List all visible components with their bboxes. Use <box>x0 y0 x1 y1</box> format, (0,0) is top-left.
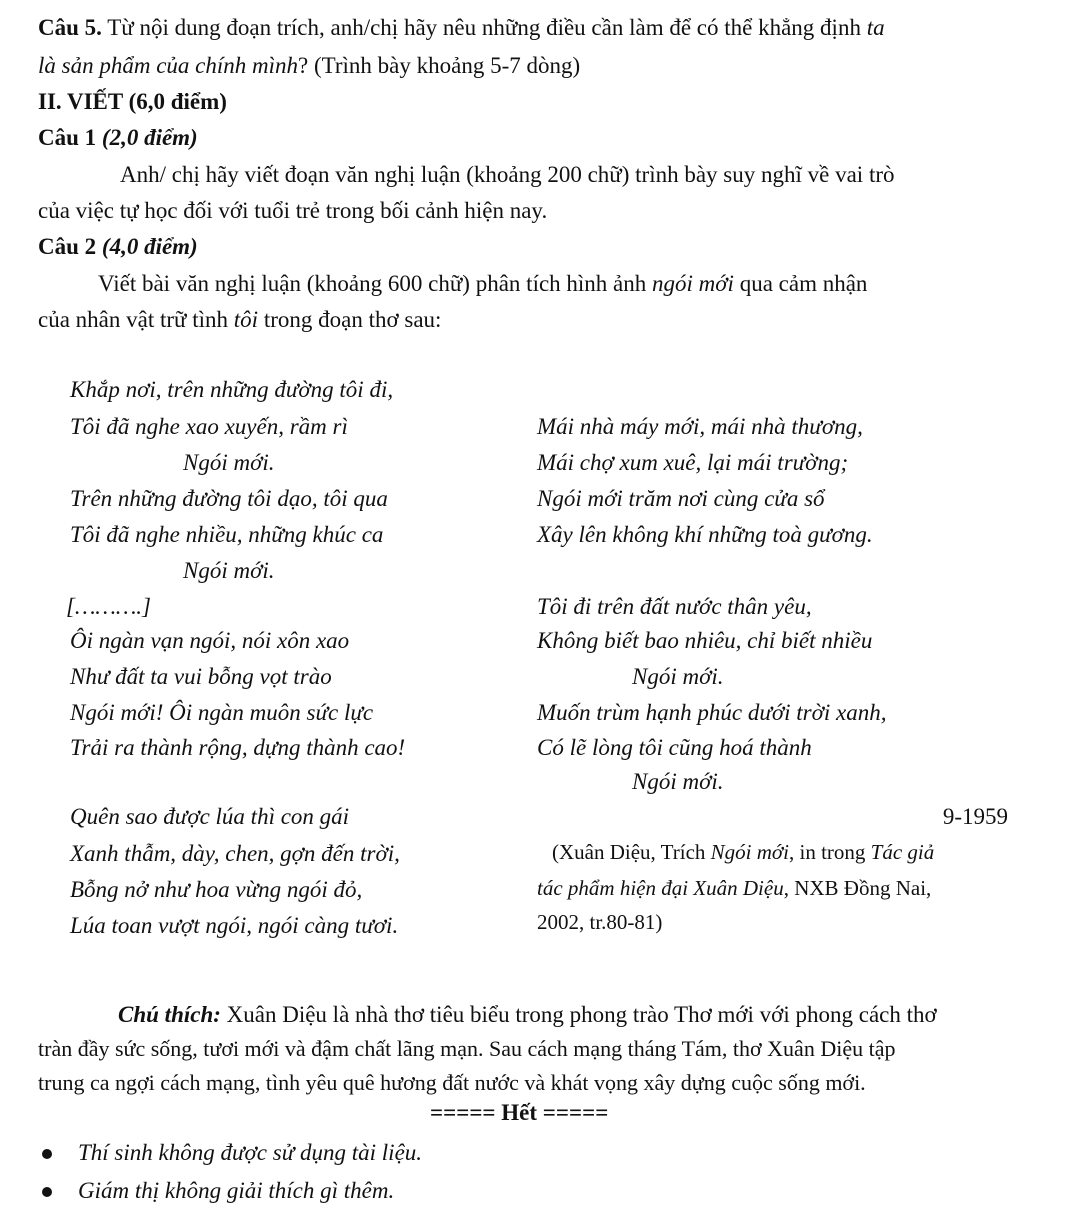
end-marker: ===== Hết ===== <box>430 1100 609 1125</box>
poem-left-line: Bỗng nở như hoa vừng ngói đỏ, <box>70 877 363 902</box>
bullet-item <box>78 1177 394 1205</box>
poem-right-line: Mái nhà máy mới, mái nhà thương, <box>537 414 863 439</box>
citation-poem-title: Ngói mới <box>710 840 789 864</box>
poem-right-line: Có lẽ lòng tôi cũng hoá thành <box>537 735 812 760</box>
poem-left-line: Trải ra thành rộng, dựng thành cao! <box>70 735 406 760</box>
poem-left-line: Khắp nơi, trên những đường tôi đi, <box>70 377 394 402</box>
poem-left-line: Xanh thẫm, dày, chen, gợn đến trời, <box>70 841 400 866</box>
question-c2-line2 <box>38 306 441 334</box>
citation-a: (Xuân Diệu, Trích <box>552 840 711 864</box>
poem-left-line: Ôi ngàn vạn ngói, nói xôn xao <box>70 628 350 653</box>
citation-line3: 2002, tr.80-81) <box>537 910 663 934</box>
question-5-italic-b: là sản phẩm của chính mình <box>38 53 299 78</box>
poem-right-line: Tôi đi trên đất nước thân yêu, <box>537 594 812 619</box>
poem-left-line: Tôi đã nghe nhiều, những khúc ca <box>70 522 384 547</box>
question-5-text-a: Từ nội dung đoạn trích, anh/chị hãy nêu những điều cần làm để có thể khẳng định <box>101 15 867 40</box>
question-c2-line1 <box>98 270 867 298</box>
section-2-title: II. VIẾT (6,0 điểm) <box>38 89 227 114</box>
poem-left-line: Ngói mới. <box>183 558 275 583</box>
question-c2-line1-italic: ngói mới <box>652 271 734 296</box>
poem-right-line: Ngói mới. <box>632 664 724 689</box>
poem-right-line: Không biết bao nhiêu, chỉ biết nhiều <box>537 628 873 653</box>
citation-book-a: Tác giả <box>870 840 935 864</box>
poem-left-line: Quên sao được lúa thì con gái <box>70 804 350 829</box>
poem-left-line: Ngói mới! Ôi ngàn muôn sức lực <box>70 700 374 725</box>
poem-left-line: Tôi đã nghe xao xuyến, rầm rì <box>70 414 348 439</box>
question-c1-line1: Anh/ chị hãy viết đoạn văn nghị luận (khoảng 200 chữ) trình bày suy nghĩ về vai trò <box>120 162 895 187</box>
poem-left-line: Ngói mới. <box>183 450 275 475</box>
question-c1-heading <box>38 124 198 152</box>
bullet-icon <box>42 1149 52 1159</box>
question-c2-label: Câu 2 <box>38 234 102 259</box>
poem-right-line: Ngói mới trăm nơi cùng cửa sổ <box>537 486 825 511</box>
question-c2-line1-a: Viết bài văn nghị luận (khoảng 600 chữ) phân tích hình ảnh <box>98 271 653 296</box>
citation-c: , in trong <box>788 840 871 864</box>
question-c2-heading <box>38 233 198 261</box>
note-label: Chú thích: <box>118 1002 221 1027</box>
citation-publisher: , NXB Đồng Nai, <box>783 876 932 900</box>
question-5-line2 <box>38 52 580 80</box>
poem-right-line: Muốn trùm hạnh phúc dưới trời xanh, <box>537 700 887 725</box>
bullet-icon <box>42 1187 52 1197</box>
question-5-italic-a: ta <box>866 15 885 40</box>
citation-book-b: tác phẩm hiện đại Xuân Diệu <box>537 876 784 900</box>
poem-right-line: Xây lên không khí những toà gương. <box>537 522 873 547</box>
citation-line2 <box>537 876 931 901</box>
note-text-1: Xuân Diệu là nhà thơ tiêu biểu trong phong trào Thơ mới với phong cách thơ <box>220 1002 937 1027</box>
note-line2: tràn đầy sức sống, tươi mới và đậm chất lãng mạn. Sau cách mạng tháng Tám, thơ Xuân Diệu tập <box>38 1036 896 1061</box>
question-5-line1 <box>38 14 885 42</box>
poem-left-line: Trên những đường tôi dạo, tôi qua <box>70 486 388 511</box>
bullet-text: Thí sinh không được sử dụng tài liệu. <box>78 1140 423 1165</box>
poem-date: 9-1959 <box>942 804 1008 829</box>
question-c1-label: Câu 1 <box>38 125 102 150</box>
note-line1 <box>118 1001 937 1029</box>
question-c2-points: (4,0 điểm) <box>101 234 198 259</box>
question-c2-line2-a: của nhân vật trữ tình <box>38 307 234 332</box>
poem-right-line: Ngói mới. <box>632 769 724 794</box>
poem-left-line: Lúa toan vượt ngói, ngói càng tươi. <box>70 913 399 938</box>
question-5-text-b: ? (Trình bày khoảng 5-7 dòng) <box>298 53 581 78</box>
question-c2-line1-b: qua cảm nhận <box>733 271 868 296</box>
bullet-item <box>78 1139 422 1167</box>
poem-right-line: Mái chợ xum xuê, lại mái trường; <box>537 450 849 475</box>
note-line3: trung ca ngợi cách mạng, tình yêu quê hương đất nước và khát vọng xây dựng cuộc sống mới. <box>38 1070 866 1095</box>
question-c2-line2-b: trong đoạn thơ sau: <box>258 307 442 332</box>
bullet-text: Giám thị không giải thích gì thêm. <box>78 1178 395 1203</box>
question-c2-line2-italic: tôi <box>233 307 259 332</box>
question-c1-line2: của việc tự học đối với tuổi trẻ trong bối cảnh hiện nay. <box>38 198 548 223</box>
question-c1-points: (2,0 điểm) <box>101 125 198 150</box>
poem-left-line: Như đất ta vui bỗng vọt trào <box>70 664 332 689</box>
poem-left-line: [……….] <box>66 594 152 619</box>
question-5-label: Câu 5. <box>38 15 102 40</box>
citation-line1 <box>552 840 934 865</box>
